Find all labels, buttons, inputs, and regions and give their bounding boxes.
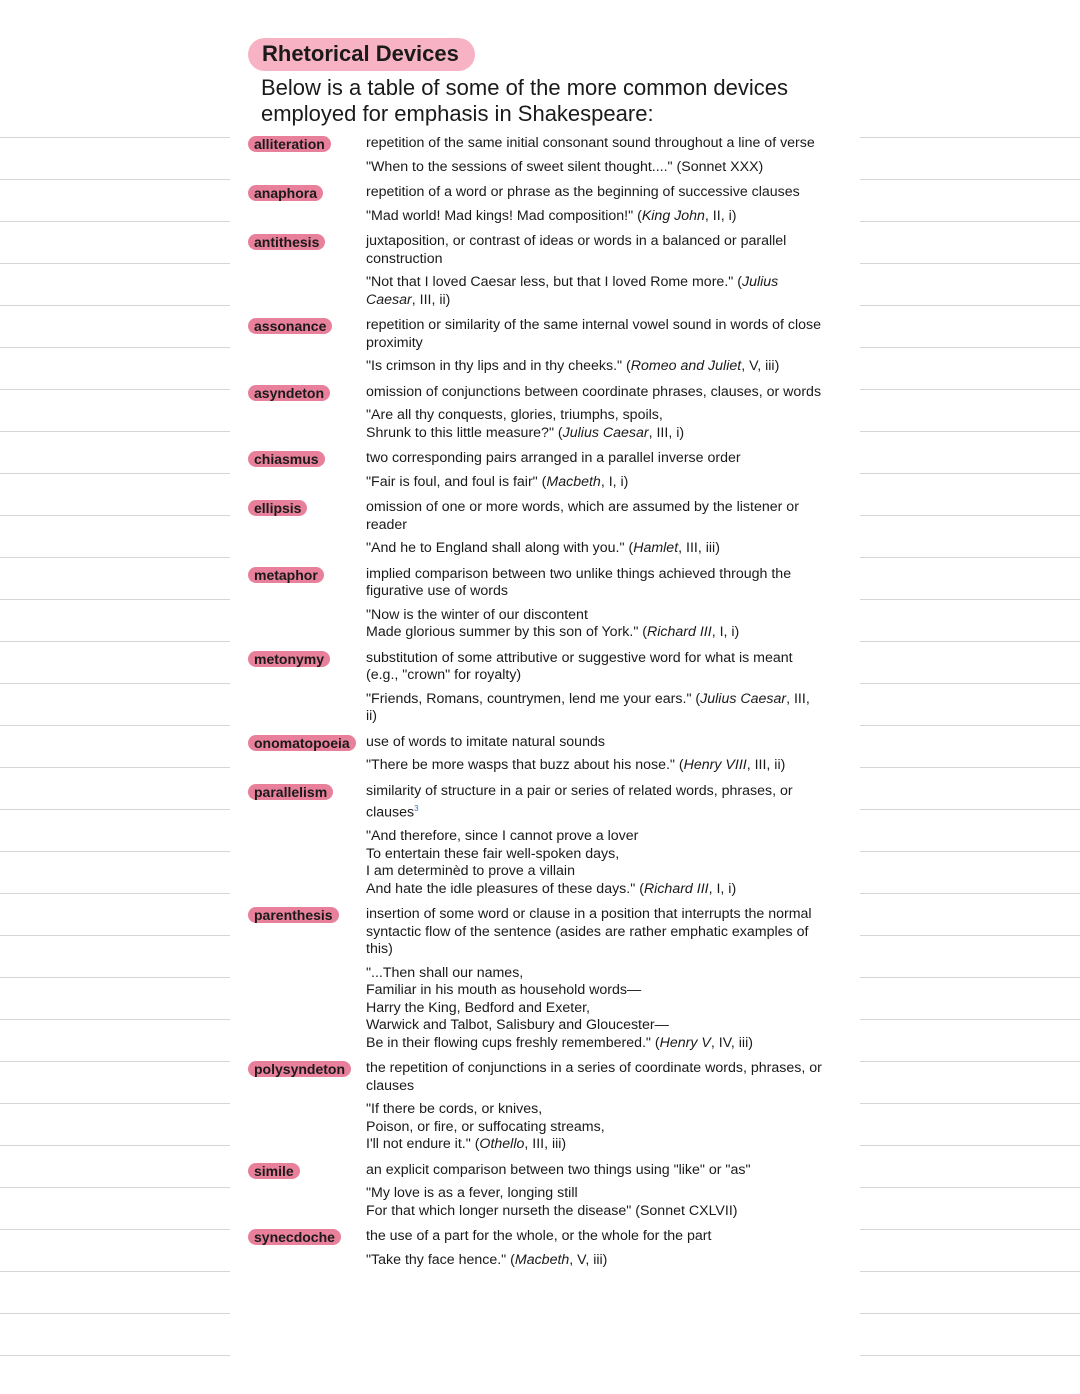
margin-rule — [0, 1313, 230, 1314]
example-line: Poison, or fire, or suffocating streams, — [366, 1118, 605, 1135]
margin-rule — [860, 725, 1080, 726]
source-title: Julius Caesar — [366, 274, 779, 308]
device-definition: implied comparison between two unlike things achieved through the figurative use of words — [366, 565, 792, 599]
source-title: Romeo and Juliet — [630, 358, 742, 374]
device-entry — [248, 499, 848, 566]
margin-rule — [0, 1145, 230, 1146]
example-line: To entertain these fair well-spoken days, — [366, 845, 620, 862]
margin-rule — [860, 1355, 1080, 1356]
example-line: "My love is as a fever, longing still — [366, 1185, 578, 1202]
margin-rule — [860, 1019, 1080, 1020]
margin-rule — [860, 977, 1080, 978]
device-definition: insertion of some word or clause in a position that interrupts the normal syntactic flow of the sentence (asides are rather emphatic examples of this) — [366, 906, 812, 958]
source-citation: , II, i) — [704, 207, 737, 224]
margin-rule — [0, 557, 230, 558]
document-body — [248, 38, 848, 1277]
device-term: parenthesis — [248, 907, 339, 923]
example-line: I'll not endure it." (Othello, III, iii) — [366, 1136, 567, 1153]
margin-rule — [0, 221, 230, 222]
device-term: antithesis — [248, 234, 325, 250]
example-line: "Is crimson in thy lips and in thy cheeks." (Romeo and Juliet, V, iii) — [366, 358, 780, 374]
device-example — [366, 159, 824, 177]
device-definition: an explicit comparison between two things using "like" or "as" — [366, 1161, 751, 1178]
margin-rule — [0, 683, 230, 684]
margin-rule — [860, 1229, 1080, 1230]
margin-rule — [0, 977, 230, 978]
source-citation: , I, i) — [711, 624, 740, 640]
device-term: onomatopoeia — [248, 735, 356, 751]
device-example — [366, 828, 824, 898]
margin-rule — [860, 431, 1080, 432]
device-example — [366, 274, 824, 309]
device-term: metaphor — [248, 567, 324, 583]
margin-rule — [860, 305, 1080, 306]
margin-rule — [860, 641, 1080, 642]
margin-rule — [0, 851, 230, 852]
margin-rule — [0, 725, 230, 726]
device-example — [366, 208, 824, 226]
device-definition: the use of a part for the whole, or the whole for the part — [366, 1228, 712, 1245]
example-line: Be in their flowing cups freshly remembered." (Henry V, IV, iii) — [366, 1034, 753, 1051]
margin-rule — [0, 1271, 230, 1272]
device-definition: repetition of the same initial consonant sound throughout a line of verse — [366, 135, 815, 151]
device-entry — [248, 734, 848, 783]
device-entry — [248, 1060, 848, 1162]
device-definition: the repetition of conjunctions in a series of coordinate words, phrases, or clauses — [366, 1060, 822, 1094]
source-title: Macbeth — [546, 473, 601, 490]
margin-rule — [860, 599, 1080, 600]
device-term: synecdoche — [248, 1229, 341, 1245]
source-citation: , III, iii) — [678, 540, 720, 556]
page-title: Rhetorical Devices — [248, 38, 475, 71]
source-title: King John — [641, 207, 705, 224]
source-citation: , III, iii) — [524, 1136, 567, 1153]
margin-rule — [860, 1061, 1080, 1062]
margin-rule — [0, 1061, 230, 1062]
device-definition: similarity of structure in a pair or series of related words, phrases, or clauses$^3$ — [366, 782, 793, 821]
device-entry — [248, 450, 848, 499]
source-title: Macbeth — [514, 1251, 570, 1268]
device-example — [366, 691, 824, 726]
example-line: "Not that I loved Caesar less, but that I loved Rome more." (Julius Caesar, III, ii) — [366, 274, 779, 308]
device-term: alliteration — [248, 136, 331, 152]
device-definition: omission of conjunctions between coordinate phrases, clauses, or words — [366, 383, 822, 400]
margin-rule — [860, 1187, 1080, 1188]
example-line: "When to the sessions of sweet silent thought...." (Sonnet XXX) — [366, 158, 764, 175]
margin-rule — [0, 935, 230, 936]
device-term: chiasmus — [248, 451, 325, 467]
margin-rule — [0, 1229, 230, 1230]
margin-rule — [0, 641, 230, 642]
device-example — [366, 540, 824, 558]
margin-rule — [0, 305, 230, 306]
device-example — [366, 965, 824, 1053]
example-line: "...Then shall our names, — [366, 964, 524, 981]
margin-rule — [0, 1187, 230, 1188]
margin-rule — [0, 389, 230, 390]
margin-rule — [860, 515, 1080, 516]
margin-rule — [0, 137, 230, 138]
source-title: Hamlet — [633, 540, 679, 556]
margin-rule — [860, 893, 1080, 894]
footnote-ref[interactable]: 3 — [414, 804, 419, 813]
margin-rule — [0, 179, 230, 180]
example-line: "There be more wasps that buzz about his nose." (Henry VIII, III, ii) — [366, 757, 786, 773]
source-citation: , III, i) — [648, 424, 685, 441]
device-example — [366, 358, 824, 376]
device-entry — [248, 566, 848, 650]
device-term: anaphora — [248, 185, 323, 201]
device-definition: omission of one or more words, which are assumed by the listener or reader — [366, 499, 799, 533]
device-example — [366, 1185, 824, 1220]
device-entry — [248, 1228, 848, 1277]
device-term: ellipsis — [248, 500, 307, 516]
source-title: Julius Caesar — [700, 690, 787, 707]
device-example — [366, 757, 824, 775]
margin-rule — [860, 809, 1080, 810]
device-definition: repetition of a word or phrase as the beginning of successive clauses — [366, 184, 800, 200]
source-citation: , III, ii) — [746, 757, 786, 773]
margin-rule — [0, 473, 230, 474]
device-entry — [248, 135, 848, 184]
example-line: "Are all thy conquests, glories, triumphs, spoils, — [366, 407, 663, 423]
source-citation: , I, i) — [600, 473, 629, 490]
margin-rule — [0, 893, 230, 894]
margin-rule — [0, 431, 230, 432]
margin-rule — [860, 851, 1080, 852]
source-title: Othello — [479, 1136, 525, 1153]
margin-rule — [0, 767, 230, 768]
example-line: Familiar in his mouth as household words— — [366, 982, 642, 999]
margin-rule — [860, 263, 1080, 264]
device-entry — [248, 783, 848, 907]
source-citation: , III, ii) — [411, 291, 451, 308]
device-example — [366, 407, 824, 442]
source-title: Henry VIII — [683, 757, 747, 773]
example-line: "If there be cords, or knives, — [366, 1101, 543, 1118]
device-entry — [248, 650, 848, 734]
device-term: polysyndeton — [248, 1061, 351, 1077]
margin-rule — [0, 515, 230, 516]
source-title: Julius Caesar — [562, 424, 649, 441]
example-line: "Fair is foul, and foul is fair" (Macbeth, I, i) — [366, 473, 629, 490]
margin-rule — [860, 1313, 1080, 1314]
source-title: Richard III — [647, 624, 712, 640]
device-definition: repetition or similarity of the same internal vowel sound in words of close proximity — [366, 317, 821, 351]
device-entry — [248, 184, 848, 233]
intro-text: Below is a table of some of the more common devices employed for emphasis in Shakespeare: — [261, 75, 789, 126]
source-citation: , I, i) — [708, 880, 737, 897]
example-line: "Take thy face hence." (Macbeth, V, iii) — [366, 1251, 608, 1268]
margin-rule — [0, 599, 230, 600]
device-example — [366, 1101, 824, 1154]
example-line: "Friends, Romans, countrymen, lend me your ears." (Julius Caesar, III, ii) — [366, 690, 810, 724]
device-definition: juxtaposition, or contrast of ideas or words in a balanced or parallel construction — [366, 233, 787, 267]
margin-rule — [860, 221, 1080, 222]
device-entry — [248, 906, 848, 1060]
example-line: For that which longer nurseth the disease" (Sonnet CXLVII) — [366, 1202, 738, 1219]
device-entry — [248, 384, 848, 451]
device-definition: two corresponding pairs arranged in a parallel inverse order — [366, 450, 741, 466]
margin-rule — [860, 557, 1080, 558]
margin-rule — [860, 137, 1080, 138]
device-term: simile — [248, 1163, 300, 1179]
device-entry — [248, 1162, 848, 1229]
device-term: parallelism — [248, 784, 333, 800]
example-line: Harry the King, Bedford and Exeter, — [366, 999, 590, 1016]
example-line: "And therefore, since I cannot prove a lover — [366, 828, 639, 845]
source-title: Henry V — [659, 1034, 711, 1051]
device-example — [366, 607, 824, 642]
margin-rule — [0, 1103, 230, 1104]
device-entry — [248, 233, 848, 317]
device-definition: substitution of some attributive or suggestive word for what is meant (e.g., "crown" for royalty) — [366, 649, 793, 683]
margin-rule — [860, 683, 1080, 684]
example-line: Made glorious summer by this son of York." (Richard III, I, i) — [366, 624, 740, 640]
margin-rule — [860, 1103, 1080, 1104]
source-title: Richard III — [643, 880, 709, 897]
device-definition: use of words to imitate natural sounds — [366, 733, 605, 750]
margin-rule — [860, 347, 1080, 348]
margin-rule — [860, 935, 1080, 936]
source-citation: , V, iii) — [569, 1251, 608, 1268]
margin-rule — [860, 1145, 1080, 1146]
example-line: "Mad world! Mad kings! Mad composition!" (King John, II, i) — [366, 207, 737, 224]
device-term: assonance — [248, 318, 332, 334]
source-citation: , IV, iii) — [710, 1034, 753, 1051]
device-example — [366, 1252, 824, 1270]
example-line: Shrunk to this little measure?" (Julius Caesar, III, i) — [366, 424, 685, 441]
example-line: "Now is the winter of our discontent — [366, 606, 588, 623]
example-line: I am determinèd to prove a villain — [366, 863, 575, 880]
margin-rule — [860, 767, 1080, 768]
margin-rule — [0, 1019, 230, 1020]
margin-rule — [860, 473, 1080, 474]
margin-rule — [0, 809, 230, 810]
margin-rule — [0, 347, 230, 348]
device-example — [366, 474, 824, 492]
margin-rule — [860, 389, 1080, 390]
example-line: And hate the idle pleasures of these days." (Richard III, I, i) — [366, 880, 737, 897]
margin-rule — [0, 1355, 230, 1356]
device-list — [248, 135, 848, 1277]
margin-rule — [0, 263, 230, 264]
device-term: asyndeton — [248, 385, 330, 401]
margin-rule — [860, 1271, 1080, 1272]
source-citation: , III, ii) — [366, 690, 810, 724]
example-line: "And he to England shall along with you." (Hamlet, III, iii) — [366, 540, 720, 556]
margin-rule — [860, 179, 1080, 180]
device-term: metonymy — [248, 651, 330, 667]
example-line: Warwick and Talbot, Salisbury and Gloucester— — [366, 1017, 669, 1034]
device-entry — [248, 317, 848, 384]
source-citation: , V, iii) — [741, 358, 780, 374]
